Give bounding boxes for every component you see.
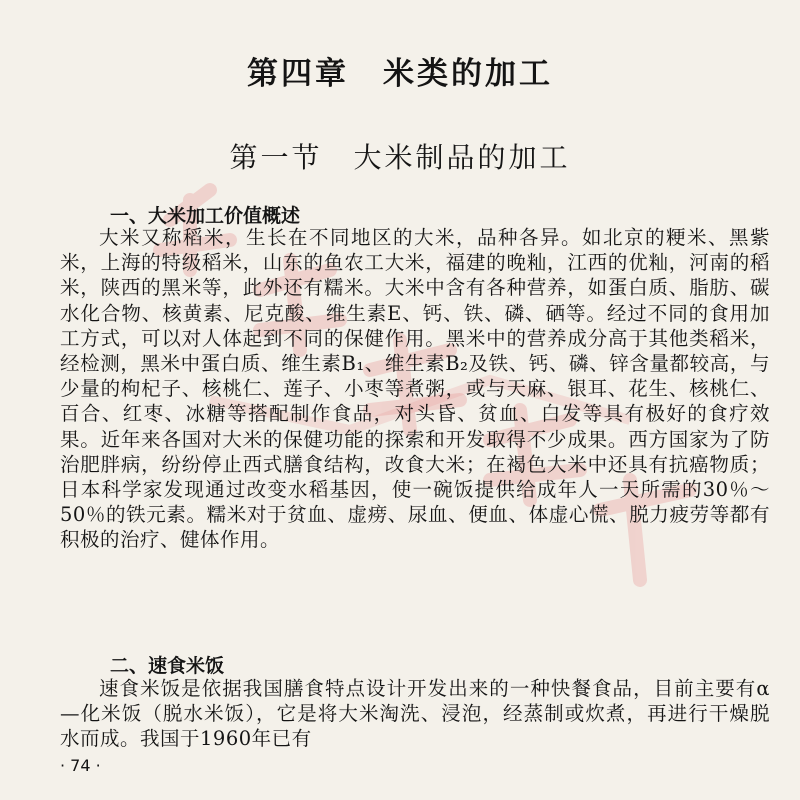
- chapter-title: 第四章 米类的加工: [247, 56, 553, 92]
- subsection-heading-1: 一、大米加工价值概述: [110, 205, 301, 227]
- subsection-heading-2: 二、速食米饭: [110, 655, 225, 677]
- page-number: · 74 ·: [60, 756, 101, 775]
- paragraph-rice-value: 大米又称稻米，生长在不同地区的大米，品种各异。如北京的粳米、黑紫米，上海的特级稻米，山东的鱼农工大米，福建的晚籼，江西的优籼，河南的稻米，陕西的黑米等，此外还有糯米。大米中含有各种营养，如蛋白质、脂肪、碳水化合物、核黄素、尼克酸、维生素E、钙、铁、磷、硒等。经过不同的食用加工方式，可以对人体起到不同的保健作用。黑米中的营养成分高于其他类稻米，经检测，黑米中蛋白质、维生素B₁、维生素B₂及铁、钙、磷、锌含量都较高，与少量的枸杞子、核桃仁、莲子、小枣等煮粥，或与天麻、银耳、花生、核桃仁、百合、红枣、冰糖等搭配制作食品，对头昏、贫血、白发等具有极好的食疗效果。近年来各国对大米的保健功能的探索和开发取得不少成果。西方国家为了防治肥胖病，纷纷停止西式膳食结构，改食大米；在褐色大米中还具有抗癌物质；日本科学家发现通过改变水稻基因，使一碗饭提供给成年人一天所需的30％～50％的铁元素。糯米对于贫血、虚痨、尿血、便血、体虚心慌、脱力疲劳等都有积极的治疗、健体作用。: [60, 226, 770, 552]
- section-title: 第一节 大米制品的加工: [229, 141, 571, 174]
- paragraph-instant-rice: 速食米饭是依据我国膳食特点设计开发出来的一种快餐食品，目前主要有α—化米饭（脱水米饭），它是将大米淘洗、浸泡，经蒸制或炊煮，再进行干燥脱水而成。我国于1960年已有: [60, 677, 770, 751]
